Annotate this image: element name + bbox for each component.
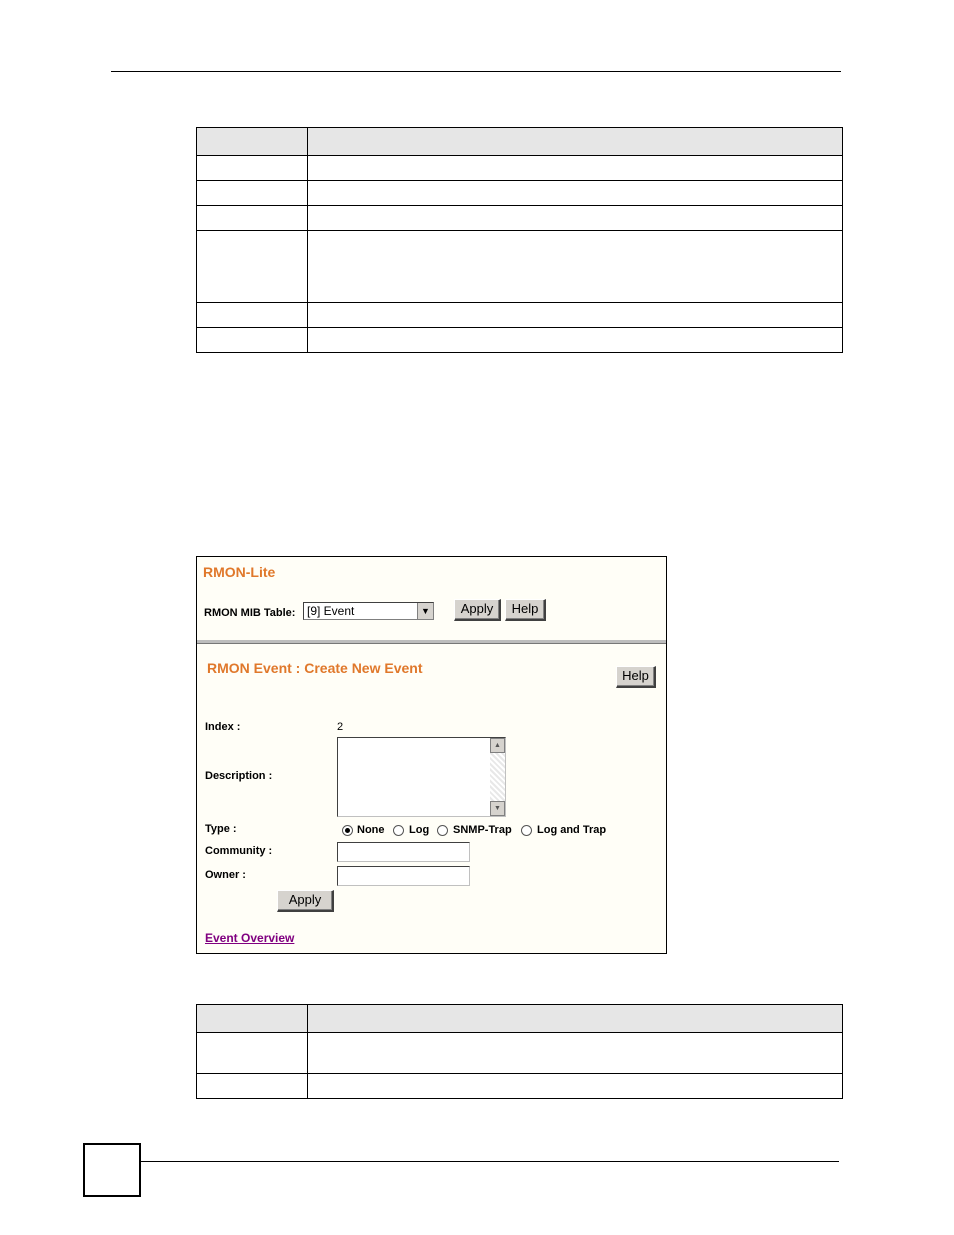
header-rule: [111, 71, 841, 72]
table-header-cell: [197, 1005, 308, 1033]
community-input[interactable]: [337, 842, 470, 862]
table-cell: [197, 303, 308, 328]
table-cell: [308, 328, 843, 353]
rmon-panel: [196, 556, 667, 954]
table-header-cell: [197, 128, 308, 156]
description-label: Description :: [205, 770, 273, 782]
index-value: 2: [337, 721, 344, 733]
owner-label: Owner :: [205, 869, 246, 881]
apply-top-button[interactable]: Apply: [454, 599, 501, 621]
type-radio-none[interactable]: [342, 825, 353, 836]
page-number-box: [83, 1143, 141, 1197]
event-overview-link[interactable]: Event Overview: [205, 931, 295, 945]
type-radio-snmp-trap[interactable]: [437, 825, 448, 836]
type-option-label: SNMP-Trap: [453, 824, 512, 836]
type-option-label: Log: [409, 824, 430, 836]
index-label: Index :: [205, 721, 241, 733]
apply-button[interactable]: Apply: [277, 890, 334, 912]
mib-table-select[interactable]: [303, 602, 434, 620]
table-cell: [308, 231, 843, 303]
table-cell: [197, 156, 308, 181]
community-value: [338, 847, 340, 859]
table-cell: [197, 206, 308, 231]
description-scrollbar[interactable]: [490, 738, 505, 816]
table-cell: [308, 181, 843, 206]
panel-divider: [197, 640, 666, 644]
table-cell: [308, 1033, 843, 1074]
table-cell: [308, 1074, 843, 1099]
community-label: Community :: [205, 845, 273, 857]
table-cell: [197, 1033, 308, 1074]
section-title: RMON-Lite: [203, 564, 276, 580]
type-option-label: Log and Trap: [537, 824, 607, 836]
table-cell: [197, 1074, 308, 1099]
table-cell: [197, 181, 308, 206]
field-table-top: [196, 127, 843, 353]
chevron-down-icon[interactable]: ▼: [417, 603, 433, 619]
type-label: Type :: [205, 823, 237, 835]
table-header-cell: [308, 1005, 843, 1033]
owner-input[interactable]: [337, 866, 470, 886]
table-cell: [197, 328, 308, 353]
scroll-up-icon[interactable]: ▲: [490, 738, 505, 753]
description-textarea[interactable]: [337, 737, 506, 817]
table-cell: [308, 156, 843, 181]
help-event-button[interactable]: Help: [616, 666, 656, 688]
owner-value: [338, 871, 340, 883]
mib-table-value: [9] Event: [307, 604, 355, 618]
footer-rule: [141, 1161, 839, 1162]
scroll-down-icon[interactable]: ▼: [490, 801, 505, 816]
table-cell: [308, 206, 843, 231]
table-cell: [308, 303, 843, 328]
event-title: RMON Event : Create New Event: [207, 660, 423, 676]
type-option-label: None: [357, 824, 385, 836]
mib-table-label: RMON MIB Table:: [204, 607, 296, 619]
table-header-cell: [308, 128, 843, 156]
field-table-bottom: [196, 1004, 843, 1099]
type-radio-log-and-trap[interactable]: [521, 825, 532, 836]
table-cell: [197, 231, 308, 303]
help-top-button[interactable]: Help: [505, 599, 546, 621]
type-radio-log[interactable]: [393, 825, 404, 836]
